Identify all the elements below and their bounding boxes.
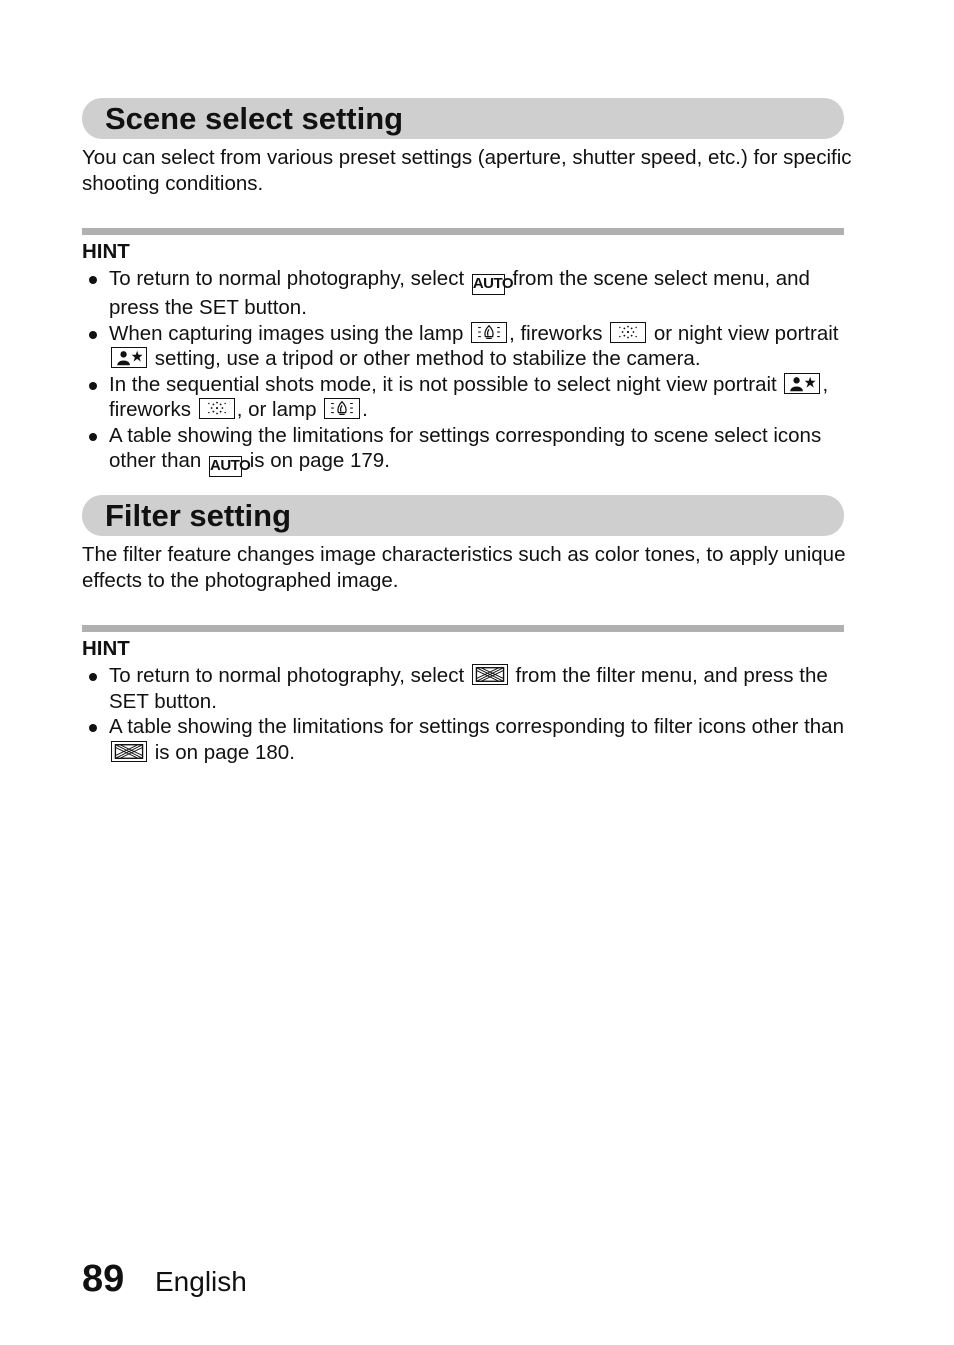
scene-hint-label: HINT: [82, 240, 130, 263]
filter-hint-list: [82, 663, 852, 765]
fireworks-icon: [199, 398, 235, 419]
auto-mode-icon: AUTO: [209, 456, 242, 477]
scene-hint-divider: [82, 228, 844, 235]
night-view-portrait-icon: [784, 373, 820, 394]
filter-hint-divider: [82, 625, 844, 632]
filter-off-icon: [111, 741, 147, 762]
list-item: A table showing the limitations for settings corresponding to filter icons other than is on page 180.: [82, 714, 852, 765]
list-item: To return to normal photography, select AUTO from the scene select menu, and press the SET button.: [82, 266, 852, 321]
scene-select-intro: You can select from various preset settings (aperture, shutter speed, etc.) for specific shooting conditions.: [82, 146, 852, 195]
auto-mode-icon: AUTO: [472, 274, 505, 295]
page-language: English: [155, 1266, 247, 1297]
scene-select-title: Scene select setting: [105, 101, 404, 136]
list-item: To return to normal photography, select from the filter menu, and press the SET button.: [82, 663, 852, 714]
filter-hint-label: HINT: [82, 637, 130, 660]
scene-select-heading-bar: [82, 98, 844, 139]
fireworks-icon: [610, 322, 646, 343]
list-item: A table showing the limitations for settings corresponding to scene select icons other than AUTO is on page 179.: [82, 423, 852, 478]
filter-heading-bar: [82, 495, 844, 536]
lamp-icon: [471, 322, 507, 343]
list-item: When capturing images using the lamp , fireworks or night view portrait setting, use a tripod or other method to stabilize the camera.: [82, 321, 852, 372]
lamp-icon: [324, 398, 360, 419]
filter-title: Filter setting: [105, 498, 292, 533]
filter-off-icon: [472, 664, 508, 685]
page-number: 89: [82, 1258, 125, 1300]
night-view-portrait-icon: [111, 347, 147, 368]
filter-intro: The filter feature changes image characteristics such as color tones, to apply unique effects to the photographed image.: [82, 543, 846, 592]
list-item: In the sequential shots mode, it is not possible to select night view portrait , fireworks , or lamp .: [82, 372, 852, 423]
scene-hint-list: [82, 266, 852, 477]
